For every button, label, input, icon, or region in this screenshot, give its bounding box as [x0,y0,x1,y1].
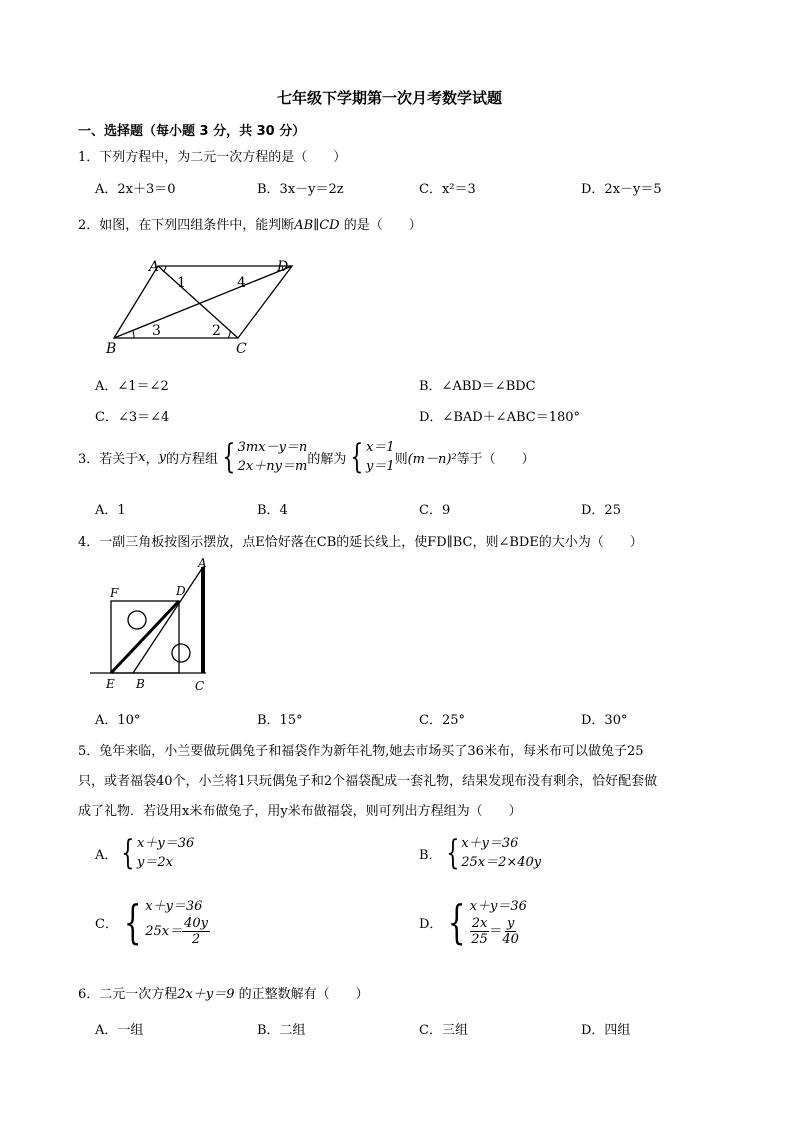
q5-a-label: A． [95,847,118,863]
question-6-stem [78,983,369,1002]
q6-stem-post: 的正整数解有（ ） [234,987,369,1002]
q1-option-d: D．2x－y＝5 [581,182,662,197]
q6-stem-pre: 6．二元一次方程 [78,987,178,1002]
q6-option-b: B．二组 [257,1023,306,1038]
question-4-stem: 4．一副三角板按图示摆放，点E恰好落在CB的延长线上，使FD∥BC，则∠BDE的大小为（ ） [78,535,643,550]
q5-d-frac2-den: 40 [502,932,519,947]
fig4-label-c: C [195,679,205,693]
q3-sys1-eq2: 2x＋ny＝m [237,459,308,474]
q5-c-label: C． [95,916,118,932]
q3-system-2: { x＝1 y＝1 [350,437,395,477]
q5-b-system: { x＋y＝36 25x＝2×40y [445,833,542,873]
q3-stem-pre: 3．若关于 [78,451,139,467]
q5-a-eq2: y＝2x [137,855,173,870]
q5-b-eq1: x＋y＝36 [461,836,519,851]
fig4-label-a: A [198,557,207,570]
q5-a-system: { x＋y＝36 y＝2x [121,833,195,873]
question-5-line-2: 只，或者福袋40个，小兰将1只玩偶兔子和2个福袋配成一套礼物，结果发现布没有剩余，恰好配套做 [78,774,658,789]
q5-d-eq2 [470,916,527,947]
question-5-line-3: 成了礼物．若设用x米布做兔子，用y米布做福袋，则可列出方程组为（ ） [78,804,522,819]
fig4-label-e: E [106,677,115,691]
q3-option-a: A．1 [95,503,126,518]
q3-sys2-eq1: x＝1 [365,440,395,455]
triangle-set-figure [90,557,220,697]
q3-option-c: C．9 [419,503,451,518]
fig-label-a: A [149,259,160,275]
question-2-stem [78,214,422,233]
q6-stem-math: 2x＋y＝9 [177,987,235,1002]
q5-option-c [95,897,210,947]
fig-label-4: 4 [237,275,246,291]
q3-var-x: x [138,449,146,465]
q4-option-a: A．10° [95,713,141,728]
q5-d-frac2-num: y [506,916,515,931]
q5-b-eq2: 25x＝2×40y [461,855,542,870]
q3-expr: (m－n)² [407,451,457,467]
q3-mid3: 则 [394,451,408,467]
q3-sys2-eq2: y＝1 [365,459,395,474]
fig-label-3: 3 [152,323,161,339]
q5-c-system: { x＋y＝36 25x＝ $\frac{40y}{2}$ [123,895,208,949]
q3-system-1: { 3mx－y＝n 2x＋ny＝m [222,437,308,477]
question-1-stem: 1．下列方程中，为二元一次方程的是（ ） [78,150,347,165]
q5-d-system: { x＋y＝36 $\frac{2x}{25}$ ＝ $\frac{y}{40}$ [448,895,527,949]
q4-option-b: B．15° [257,713,303,728]
parallelogram-figure [100,255,300,360]
q6-option-d: D．四组 [581,1023,631,1038]
q3-comma: ， [145,451,159,467]
q5-c-eq2 [145,916,210,947]
q2-stem-pre: 2．如图，在下列四组条件中，能判断 [78,218,295,233]
q4-option-d: D．30° [581,713,628,728]
q5-c-frac-num: 40y [184,916,208,931]
q2-option-a: A．∠1＝∠2 [95,379,169,394]
fig4-label-d: D [176,584,186,598]
fig-label-1: 1 [177,275,186,291]
q2-option-c: C．∠3＝∠4 [95,410,170,425]
fig-label-d: D [277,259,289,275]
q5-d-frac-2 [502,916,519,947]
q5-c-frac [182,916,210,947]
q5-d-frac-1 [470,916,490,947]
q5-c-eq2-left: 25x＝ [145,924,183,939]
q3-sys1-eq1: 3mx－y＝n [237,440,308,455]
section-heading: 一、选择题（每小题 3 分，共 30 分） [78,124,306,139]
q2-stem-post: 的是（ ） [339,218,422,233]
q5-option-d [419,897,527,947]
q2-option-d: D．∠BAD＋∠ABC＝180° [419,410,581,425]
q3-mid2: 的解为 [307,451,347,467]
q6-option-a: A．一组 [95,1023,144,1038]
page-title: 七年级下学期第一次月考数学试题 [277,89,503,107]
q5-d-frac1-num: 2x [471,916,488,931]
q3-var-y: y [158,449,166,465]
q3-mid: 的方程组 [166,451,219,467]
q5-option-a [95,834,194,872]
q5-a-eq1: x＋y＝36 [137,836,195,851]
fig-label-c: C [236,341,247,357]
q5-c-eq1: x＋y＝36 [145,899,203,914]
q3-option-b: B．4 [257,503,288,518]
question-3-stem [78,438,535,476]
fig-label-2: 2 [212,323,221,339]
q5-d-label: D． [419,916,443,932]
q1-option-b: B．3x－y＝2z [257,182,344,197]
q3-option-d: D．25 [581,503,621,518]
q5-c-frac-den: 2 [191,932,201,947]
q5-b-label: B． [419,847,442,863]
q2-option-b: B．∠ABD＝∠BDC [419,379,536,394]
q5-d-equals: ＝ [489,924,503,939]
q5-d-eq1: x＋y＝36 [469,899,527,914]
fig-label-b: B [106,341,117,357]
q1-option-c: C．x²＝3 [419,182,476,197]
fig4-label-f: F [110,586,119,600]
fig4-label-b: B [136,677,145,691]
q3-post: 等于（ ） [456,451,535,467]
q6-option-c: C．三组 [419,1023,468,1038]
question-5-line-1: 5．兔年来临，小兰要做玩偶兔子和福袋作为新年礼物,她去市场买了36米布，每米布可以做兔子25 [78,744,644,759]
q4-option-c: C．25° [419,713,465,728]
q5-option-b [419,834,541,872]
q2-stem-math: AB∥CD [294,218,340,233]
q5-d-frac1-den: 25 [471,932,488,947]
q1-option-a: A．2x＋3＝0 [95,182,176,197]
